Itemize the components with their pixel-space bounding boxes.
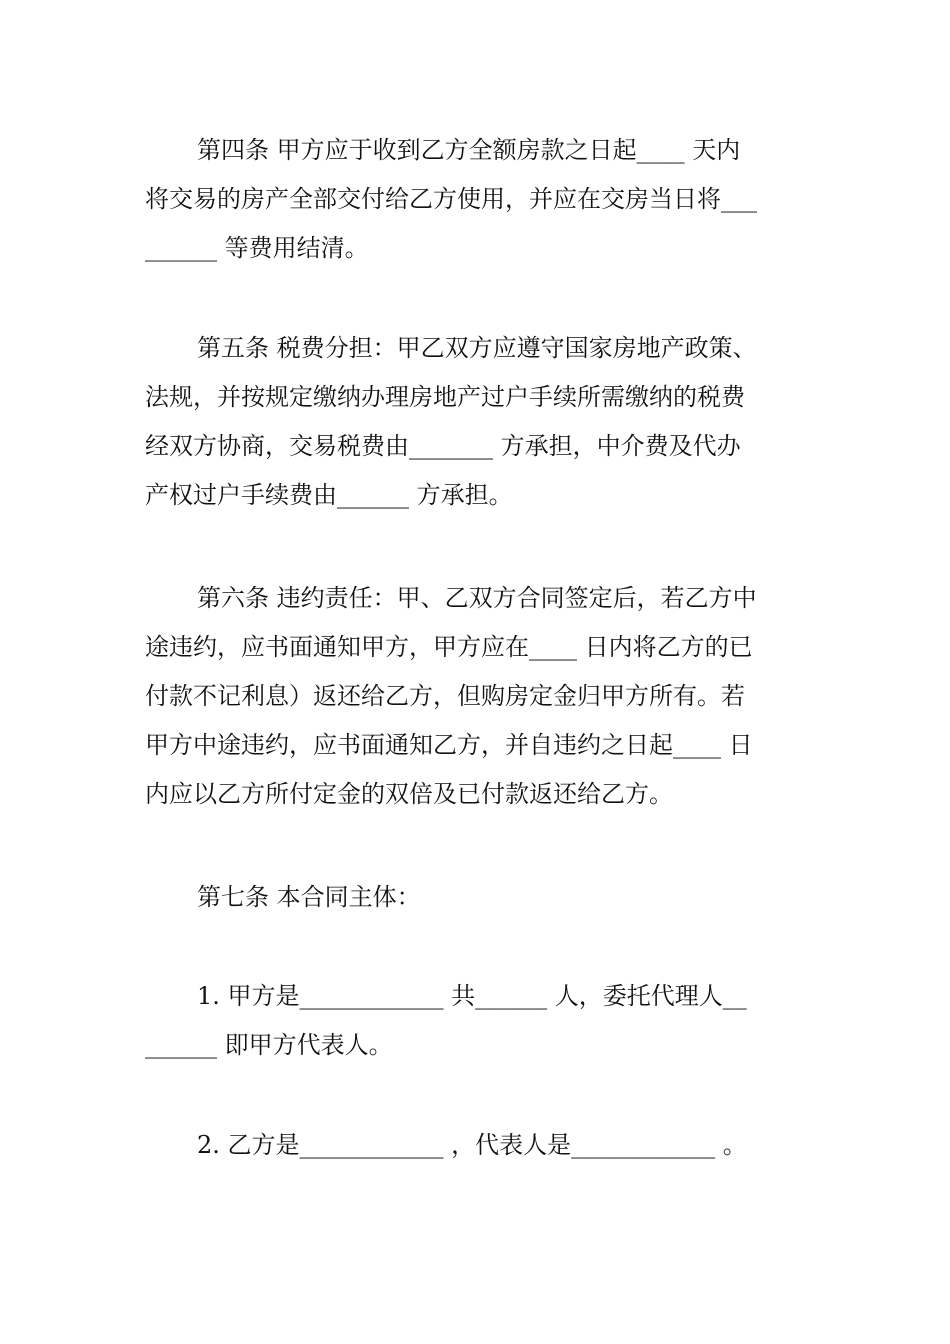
- article-5-line-3: 经双方协商，交易税费由_______ 方承担，中介费及代办: [145, 432, 741, 460]
- item-2-paragraph: [145, 1121, 815, 1170]
- article-4-line-3: ______ 等费用结清。: [145, 234, 369, 262]
- article-5-line-4: 产权过户手续费由______ 方承担。: [145, 481, 513, 509]
- item-1-line-1: 1. 甲方是____________ 共______ 人，委托代理人__: [197, 982, 747, 1010]
- article-7-line-1: 第七条 本合同主体：: [197, 883, 421, 911]
- item-2-line-1: 2. 乙方是____________ ，代表人是____________ 。: [197, 1131, 747, 1159]
- article-6-line-4: 甲方中途违约，应书面通知乙方，并自违约之日起____ 日: [145, 731, 753, 759]
- article-4-line-2: 将交易的房产全部交付给乙方使用，并应在交房当日将___: [145, 185, 757, 213]
- article-6-line-2: 途违约，应书面通知甲方，甲方应在____ 日内将乙方的已: [145, 633, 753, 661]
- item-1-line-2: ______ 即甲方代表人。: [145, 1031, 393, 1059]
- article-6-paragraph: [145, 574, 815, 819]
- article-5-line-1: 第五条 税费分担：甲乙双方应遵守国家房地产政策、: [197, 334, 757, 362]
- article-7-paragraph: [145, 873, 815, 922]
- article-4-line-1: 第四条 甲方应于收到乙方全额房款之日起____ 天内: [197, 136, 741, 164]
- article-5-paragraph: [145, 324, 815, 520]
- article-5-line-2: 法规，并按规定缴纳办理房地产过户手续所需缴纳的税费: [145, 383, 745, 411]
- article-6-line-5: 内应以乙方所付定金的双倍及已付款返还给乙方。: [145, 780, 673, 808]
- article-6-line-1: 第六条 违约责任：甲、乙双方合同签定后，若乙方中: [197, 584, 757, 612]
- article-6-line-3: 付款不记利息）返还给乙方，但购房定金归甲方所有。若: [145, 682, 745, 710]
- article-4-paragraph: [145, 126, 815, 273]
- item-1-paragraph: [145, 972, 815, 1070]
